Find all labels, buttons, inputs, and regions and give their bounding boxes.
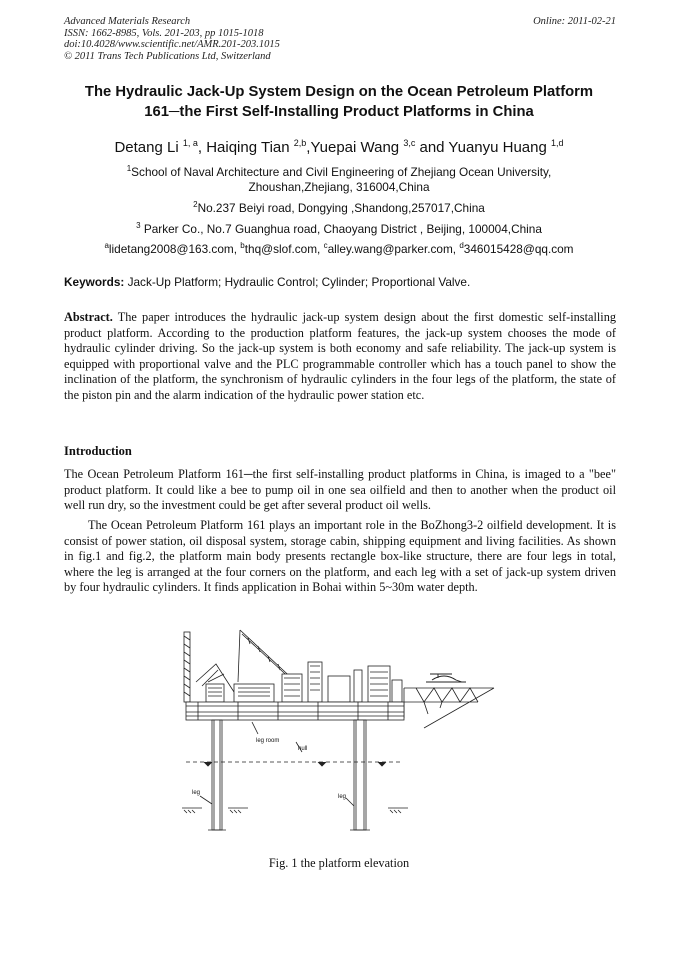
email-address: 346015428@qq.com — [463, 242, 574, 256]
intro-paragraph-1: The Ocean Petroleum Platform 161─the first self-installing product platforms in China, is imaged to a "bee" product platform. It could like a bee to pump oil in one sea oilfield and then to another when the product oil well run dry, so the investment could be get after several product oil wells. — [64, 467, 616, 512]
keywords-label: Keywords: — [64, 275, 125, 289]
title-line-1: The Hydraulic Jack-Up System Design on the Ocean Petroleum Platform — [84, 84, 594, 100]
legroom-label: leg room — [256, 738, 280, 744]
copyright-line: © 2011 Trans Tech Publications Ltd, Switzerland — [64, 50, 271, 62]
leg-label-right: leg — [338, 794, 347, 800]
keywords-text: Jack-Up Platform; Hydraulic Control; Cylinder; Proportional Valve. — [124, 275, 471, 289]
abstract-text: The paper introduces the hydraulic jack-up system design about the first domestic self-installing product platform. According to the production platform features, the jack-up system chooses the mode of hydraulic cylinder driving. So the jack-up system is both economy and safe reliability. The jack-up system is equipped with proportional valve and the PLC programmable controller which has a touch panel to show the inclination of the platform, the synchronism of hydraulic cylinders in the four legs of the platform, the state of the piston pin and the alarm indication of the hydraulic power station etc. — [64, 310, 616, 402]
title-line-2: 161─the First Self-Installing Product Platforms in China — [144, 104, 534, 120]
affiliation-mark: 3 — [136, 221, 141, 230]
affiliation-2 — [40, 197, 638, 216]
affiliation-mark: 2 — [193, 200, 198, 209]
email-mark: d — [459, 241, 464, 250]
left-crane — [196, 664, 234, 702]
affiliation-3-text: Parker Co., No.7 Guanghua road, Chaoyang District , Beijing, 100004,China — [140, 222, 542, 236]
paper-title — [40, 82, 638, 122]
author-name: Yuepai Wang — [310, 139, 400, 156]
email-address: thq@slof.com, — [244, 242, 324, 256]
affiliation-2-text: No.237 Beiyi road, Dongying ,Shandong,257017,China — [197, 201, 485, 215]
intro-paragraph-2: The Ocean Petroleum Platform 161 plays an important role in the BoZhong3-2 oilfield development. It is consist of power station, oil disposal system, storage cabin, shipping equipment and living facilities. As shown in fig.1 and fig.2, the platform main body presents rectangle box-like structure, there are four legs in total, where the leg is arranged at the four corners on the platform, and each leg with a set of jack-up system driven by four hydraulic cylinders. It finds application in Bohai within 5~30m water depth. — [64, 518, 616, 594]
email-address: lidetang2008@163.com, — [108, 242, 241, 256]
abstract — [64, 310, 616, 403]
author-affiliation-mark: 3,c — [403, 138, 416, 148]
author-affiliation-mark: 2,b — [293, 138, 307, 148]
author-separator: , — [197, 139, 207, 156]
keywords — [64, 275, 616, 290]
leg-label-left: leg — [192, 790, 201, 796]
helideck — [404, 674, 494, 728]
abstract-label: Abstract. — [64, 310, 113, 324]
email-mark: b — [240, 241, 245, 250]
author-separator: , — [306, 139, 311, 156]
journal-header — [64, 16, 280, 62]
doi-line: doi:10.4028/www.scientific.net/AMR.201-203.1015 — [64, 39, 280, 50]
email-mark: c — [323, 241, 328, 250]
hull-label: hull — [298, 746, 308, 752]
author-affiliation-mark: 1,d — [551, 138, 564, 148]
superstructure — [234, 662, 402, 702]
email-mark: a — [104, 241, 109, 250]
affiliation-1 — [40, 161, 638, 195]
author-name: Yuanyu Huang — [448, 139, 547, 156]
affiliation-1-line-1: School of Naval Architecture and Civil Engineering of Zhejiang Ocean University, — [131, 165, 552, 179]
hull — [186, 702, 404, 720]
affiliation-3 — [40, 218, 638, 237]
author-name: Haiqing Tian — [206, 139, 290, 156]
affiliation-mark: 1 — [126, 164, 132, 173]
author-affiliation-mark: 1, a — [182, 138, 198, 148]
author-separator: and — [415, 139, 449, 156]
legs — [208, 720, 370, 830]
journal-name: Advanced Materials Research — [64, 16, 191, 27]
author-list — [40, 133, 638, 158]
author-emails — [40, 238, 638, 257]
online-date: Online: 2011-02-21 — [533, 16, 616, 27]
email-address: alley.wang@parker.com, — [327, 242, 460, 256]
affiliation-1-line-2: Zhoushan,Zhejiang, 316004,China — [248, 180, 430, 194]
legroom-callout — [252, 722, 279, 744]
section-heading-introduction: Introduction — [64, 444, 132, 458]
hull-callout — [296, 742, 307, 752]
platform-elevation-figure — [178, 622, 500, 840]
author-name: Detang Li — [114, 139, 179, 156]
issn-line: ISSN: 1662-8985, Vols. 201-203, pp 1015-1018 — [64, 27, 264, 39]
figure-caption: Fig. 1 the platform elevation — [268, 856, 410, 870]
crane-tower — [184, 632, 190, 702]
